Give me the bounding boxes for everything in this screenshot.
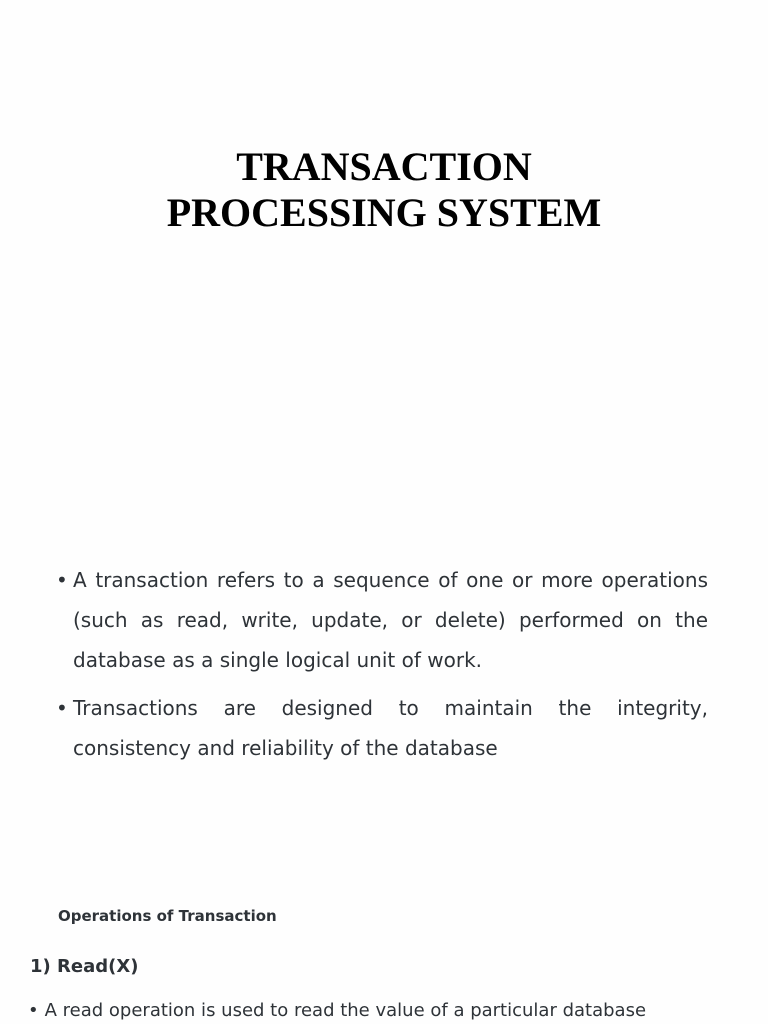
page-title <box>0 144 768 236</box>
bullet-marker: • <box>56 696 68 720</box>
bullet-marker: • <box>28 1000 39 1021</box>
intro-bullet-list <box>56 560 708 776</box>
read-operation-heading: 1) Read(X) <box>30 956 139 977</box>
operations-heading: Operations of Transaction <box>58 907 277 925</box>
title-line-2: PROCESSING SYSTEM <box>166 190 602 235</box>
bullet-marker: • <box>56 568 68 592</box>
bullet-text: Transactions are designed to maintain the integrity, consistency and reliability of the database <box>73 696 708 760</box>
list-item <box>56 560 708 680</box>
list-item <box>56 688 708 768</box>
bullet-text: A transaction refers to a sequence of one or more operations (such as read, write, update, or delete) performed on the database as a single logical unit of work. <box>73 568 708 672</box>
read-operation-description <box>28 998 708 1024</box>
read-description-text: A read operation is used to read the value of a particular database <box>44 1000 647 1021</box>
title-line-1: TRANSACTION <box>236 144 532 189</box>
